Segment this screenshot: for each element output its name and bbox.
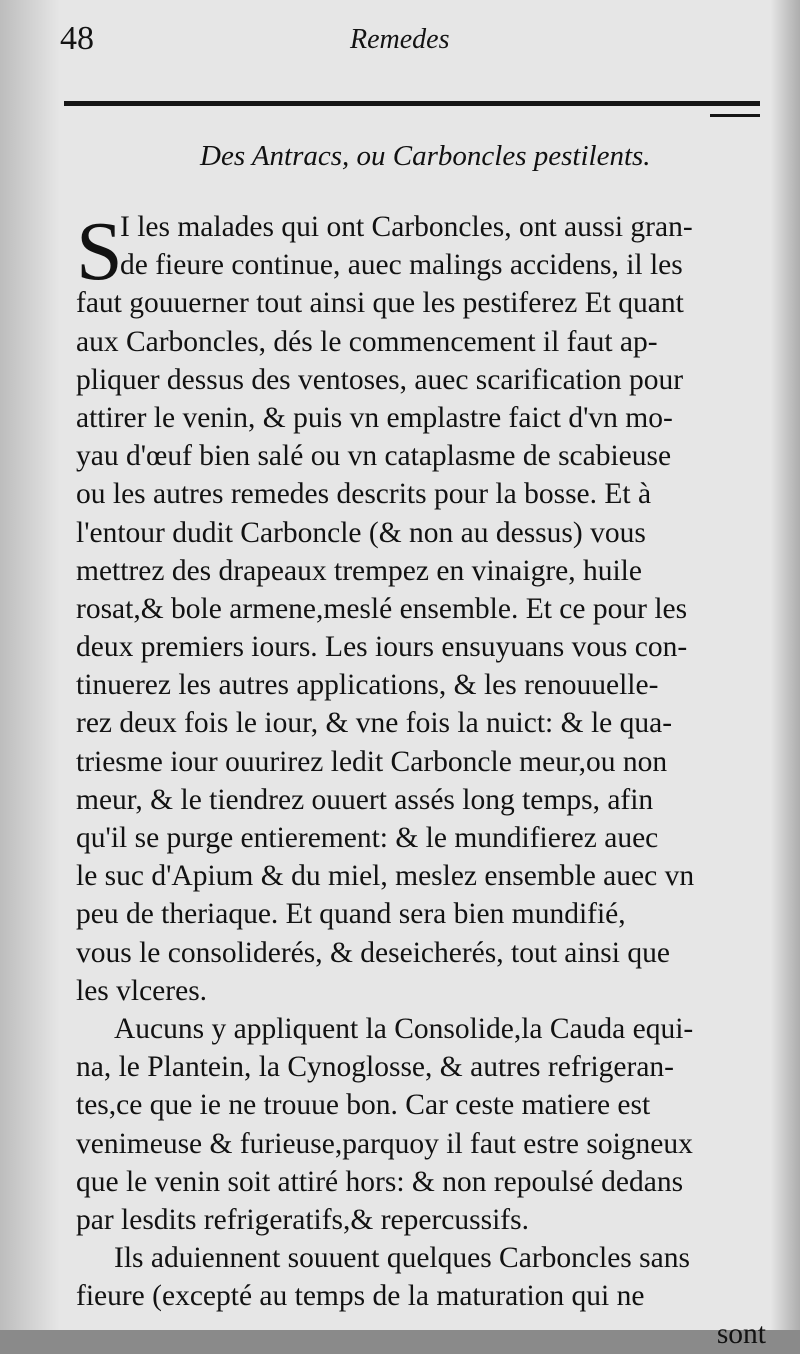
header-rule	[64, 101, 760, 106]
running-head	[60, 14, 760, 64]
text-line: mettrez des drapeaux trempez en vinaigre, huile	[76, 554, 642, 587]
text-line: l'entour dudit Carboncle (& non au dessus) vous	[76, 516, 646, 549]
text-line: vous le consoliderés, & deseicherés, tout ainsi que	[76, 936, 670, 969]
text-line: venimeuse & furieuse,parquoy il faut estre soigneux	[76, 1127, 693, 1160]
drop-cap: S	[76, 205, 123, 298]
text-line: ou les autres remedes descrits pour la bosse. Et à	[76, 478, 652, 511]
body-text	[76, 205, 776, 1354]
text-line: na, le Plantein, la Cynoglosse, & autres refrigeran-	[76, 1051, 675, 1084]
text-line: meur, & le tiendrez ouuert assés long temps, afin	[76, 783, 654, 816]
header-rule-secondary	[710, 114, 760, 117]
text-line: fieure (excepté au temps de la maturation qui ne	[76, 1280, 645, 1313]
text-line: faut gouuerner tout ainsi que les pestiferez Et quant	[76, 287, 684, 320]
text-line: peu de theriaque. Et quand sera bien mundifié,	[76, 898, 626, 931]
text-line: aux Carboncles, dés le commencement il faut ap-	[76, 325, 658, 358]
text-line: de fieure continue, auec malings accidens, il les	[120, 249, 683, 282]
text-line: triesme iour ouurirez ledit Carboncle meur,ou non	[76, 745, 668, 778]
section-title: Des Antracs, ou Carboncles pestilents.	[200, 140, 651, 172]
text-line: qu'il se purge entierement: & le mundifierez auec	[76, 822, 659, 854]
text-line: Ils aduiennent souuent quelques Carboncles sans	[114, 1242, 690, 1275]
text-line: rosat,& bole armene,meslé ensemble. Et ce pour les	[76, 592, 688, 625]
text-line: pliquer dessus des ventoses, auec scarification pour	[76, 363, 684, 396]
running-title: Remedes	[350, 24, 450, 55]
text-line: yau d'œuf bien salé ou vn cataplasme de scabieuse	[76, 440, 672, 473]
page-number: 48	[60, 20, 94, 57]
text-line: tes,ce que ie ne trouue bon. Car ceste matiere est	[76, 1089, 651, 1122]
text-line: rez deux fois le iour, & vne fois la nuict: & le qua-	[76, 707, 673, 740]
text-line: Aucuns y appliquent la Consolide,la Cauda equi-	[114, 1012, 694, 1045]
page-edge-shadow	[0, 0, 60, 1330]
catchword: sont	[716, 1318, 766, 1351]
text-line: les vlceres.	[76, 974, 208, 1007]
text-line: deux premiers iours. Les iours ensuyuans vous con-	[76, 631, 688, 664]
text-line: attirer le venin, & puis vn emplastre faict d'vn mo-	[76, 401, 673, 434]
text-line: par lesdits refrigeratifs,& repercussifs.	[76, 1203, 529, 1236]
text-line: le suc d'Apium & du miel, meslez ensemble auec vn	[76, 860, 695, 893]
text-line: tinuerez les autres applications, & les renouuelle-	[76, 669, 659, 702]
text-line: que le venin soit attiré hors: & non repoulsé dedans	[76, 1165, 684, 1198]
text-line: I les malades qui ont Carboncles, ont aussi gran-	[120, 211, 693, 243]
